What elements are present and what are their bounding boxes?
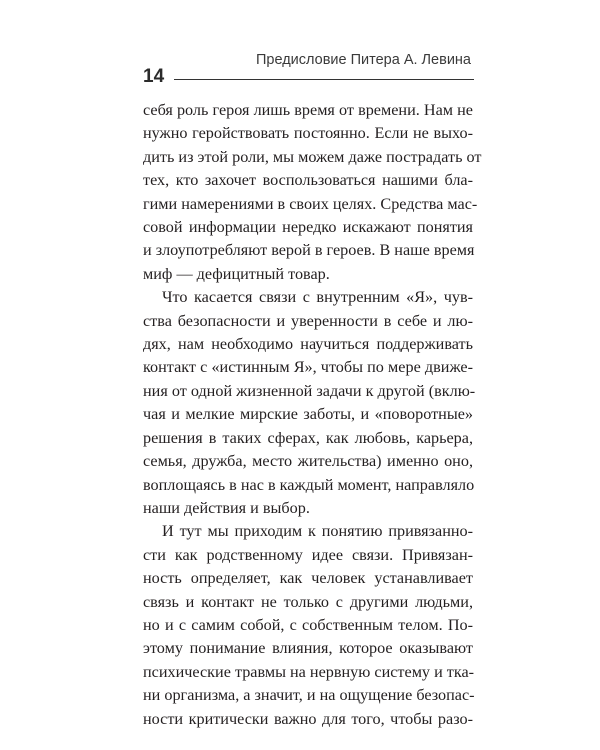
text-line: ности критически важно для того, чтобы разо- — [143, 709, 473, 728]
text-line: дях, нам необходимо научиться поддерживать — [143, 335, 473, 354]
text-line: тех, кто захочет воспользоваться нашими бла- — [143, 171, 473, 190]
text-line: Что касается связи с внутренним «Я», чув- — [162, 288, 473, 307]
text-line: решения в таких сферах, как любовь, карьера, — [143, 428, 473, 447]
text-line: воплощаясь в нас в каждый момент, направляло — [143, 475, 475, 494]
text-line: совой информации нередко искажают понятия — [143, 218, 473, 237]
text-line: ни организма, а значит, и на ощущение безопас- — [143, 686, 475, 705]
paragraph-1 — [143, 99, 482, 286]
text-line: гими намерениями в своих целях. Средства мас- — [143, 194, 478, 213]
paragraph-2 — [143, 286, 476, 520]
paragraph-3 — [143, 520, 473, 731]
page-number: 14 — [143, 66, 165, 87]
text-line: контакт с «истинным Я», чтобы по мере движе- — [143, 358, 473, 377]
text-line: себя роль героя лишь время от времени. Нам не — [143, 101, 473, 119]
text-line: И тут мы приходим к понятию привязанно- — [162, 522, 473, 541]
text-line: психические травмы на нервную систему и тка- — [143, 662, 475, 681]
running-header-title: Предисловие Питера А. Левина — [255, 52, 471, 68]
text-line: ность определяет, как человек устанавливает — [143, 569, 473, 588]
text-line: ния от одной жизненной задачи к другой (вклю- — [143, 381, 476, 400]
text-line: дить из этой роли, мы можем даже пострадать от — [143, 147, 482, 166]
text-line: нужно геройствовать постоянно. Если не выхо- — [143, 124, 473, 143]
body-text — [143, 99, 482, 731]
text-line: наши действия и выбор. — [143, 498, 310, 517]
text-line: чая и мелкие мирские заботы, и «поворотные» — [143, 405, 473, 424]
text-line: связь и контакт не только с другими людьми, — [143, 592, 473, 611]
text-line: но и с самим собой, с собственным телом. По- — [143, 615, 473, 634]
text-line: семья, дружба, место жительства) именно оно, — [143, 452, 473, 471]
text-line: миф — дефицитный товар. — [143, 264, 330, 283]
header-divider — [174, 79, 474, 80]
text-line: сти как родственному идее связи. Привязан- — [143, 545, 473, 564]
text-line: ства безопасности и уверенности в себе и лю- — [143, 311, 473, 330]
text-line: этому понимание влияния, которое оказывают — [143, 639, 473, 658]
text-line: и злоупотребляют верой в героев. В наше время — [143, 241, 475, 260]
